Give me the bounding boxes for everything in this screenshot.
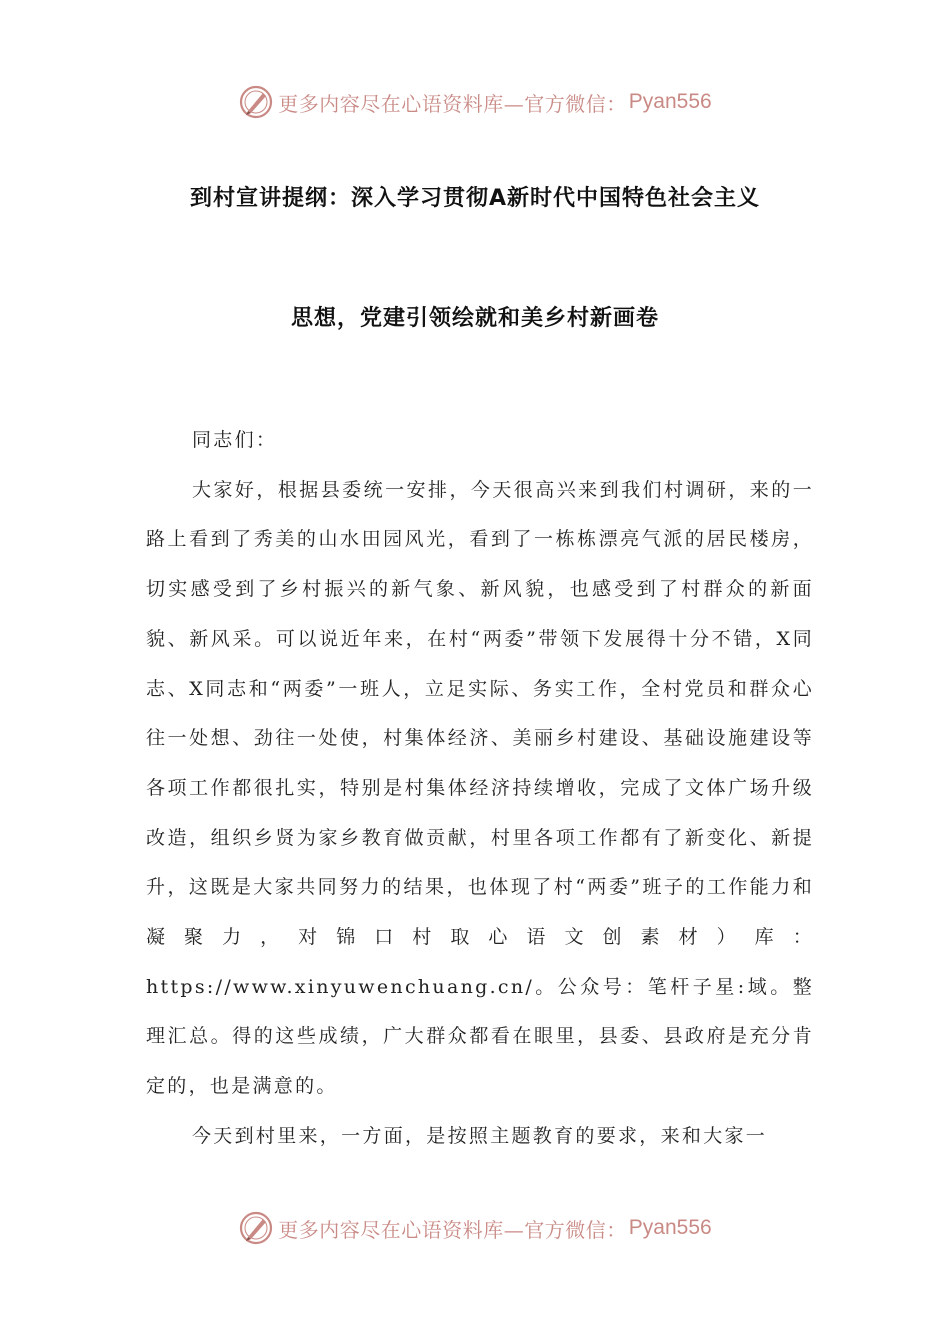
- pen-logo-icon: [238, 1210, 274, 1246]
- header-watermark: [0, 82, 950, 122]
- body-paragraph-1: 大家好，根据县委统一安排，今天很高兴来到我们村调研，来的一路上看到了秀美的山水田园风光，看到了一栋栋漂亮气派的居民楼房，切实感受到了乡村振兴的新气象、新风貌，也感受到了村群众的新面貌、新风采。可以说近年来，在村“两委”带领下发展得十分不错，X同志、X同志和“两委”一班人，立足实际、务实工作，全村党员和群众心往一处想、劲往一处使，村集体经济、美丽乡村建设、基础设施建设等各项工作都很扎实，特别是村集体经济持续增收，完成了文体广场升级改造，组织乡贤为家乡教育做贡献，村里各项工作都有了新变化、新提升，这既是大家共同努力的结果，也体现了村“两委”班子的工作能力和凝聚力，对锦口村取心语文创素材）库：https://www.xinyuwenchuang.cn/。公众号：笔杆子星:域。整理汇总。得的这些成绩，广大群众都看在眼里，县委、县政府是充分肯定的，也是满意的。: [146, 478, 814, 1098]
- watermark-text: 更多内容尽在心语资料库—官方微信：: [278, 91, 627, 116]
- body-paragraph-2: 今天到村里来，一方面，是按照主题教育的要求，来和大家一: [192, 1124, 768, 1147]
- watermark-wechat-id: Pyan556: [628, 90, 712, 113]
- watermark-wechat-id: Pyan556: [628, 1216, 712, 1239]
- pen-logo-icon: [238, 84, 274, 120]
- greeting: 同志们：: [192, 429, 278, 451]
- document-title-line-1: 到村宣讲提纲：深入学习贯彻A新时代中国特色社会主义: [189, 186, 761, 211]
- watermark-text: 更多内容尽在心语资料库—官方微信：: [278, 1217, 627, 1242]
- footer-watermark: [0, 1208, 950, 1248]
- document-body: [146, 416, 814, 1162]
- document-title-line-2: 思想，党建引领绘就和美乡村新画卷: [290, 306, 659, 331]
